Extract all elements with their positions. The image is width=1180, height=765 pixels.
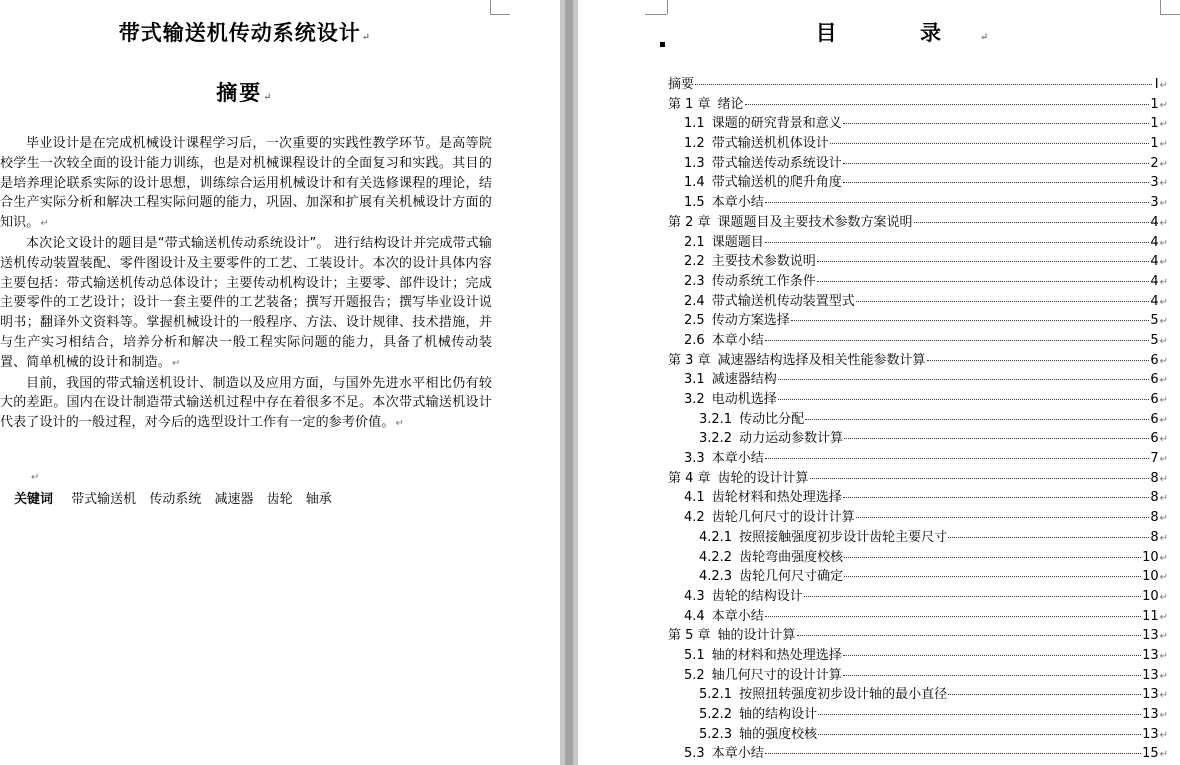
toc-entry[interactable] [668, 95, 1168, 115]
toc-entry-title: 传动比分配 [739, 411, 805, 427]
toc-dot-leader [805, 419, 1149, 420]
paragraph-mark-icon: ↵ [1159, 454, 1168, 466]
paragraph-mark-icon: ↵ [1159, 749, 1168, 761]
toc-dot-leader [843, 497, 1150, 498]
margin-crop-mark [667, 0, 668, 14]
paragraph-mark-icon: ↵ [1159, 217, 1168, 229]
toc-entry-number: 1.1 [684, 116, 705, 132]
toc-dot-leader [844, 438, 1149, 439]
toc-entry[interactable] [668, 705, 1168, 725]
paragraph-mark-icon: ↵ [1159, 611, 1168, 623]
paragraph-mark-icon: ↵ [31, 472, 40, 483]
toc-dot-leader [843, 655, 1141, 656]
toc-dot-leader [843, 123, 1150, 124]
toc-entry[interactable] [668, 173, 1168, 193]
toc-entry-title: 减速器结构选择及相关性能参数计算 [717, 352, 926, 368]
toc-entry[interactable] [668, 114, 1168, 134]
toc-entry-title: 课题题目 [711, 234, 764, 250]
paragraph-mark-icon: ↵ [1159, 690, 1168, 702]
toc-entry[interactable] [668, 488, 1168, 508]
toc-entry-title: 轴的材料和热处理选择 [711, 647, 842, 663]
toc-entry-title: 电动机选择 [711, 392, 777, 407]
toc-entry-number: 5.2.2 [699, 707, 733, 722]
toc-dot-leader [856, 517, 1150, 518]
toc-page-number: 8 [1150, 510, 1159, 526]
keywords-label: 关键词 [14, 492, 54, 507]
paragraph-mark-icon: ↵ [1159, 316, 1168, 328]
toc-entry-title: 齿轮弯曲强度校核 [739, 549, 844, 565]
toc-page-number: 10 [1142, 549, 1159, 565]
toc-entry-number: 4.2.2 [699, 549, 733, 565]
toc-entry-title: 齿轮几何尺寸的设计计算 [711, 510, 855, 526]
toc-entry-title: 动力运动参数计算 [739, 431, 844, 447]
toc-page-number: 15 [1142, 746, 1159, 762]
toc-page-number: 13 [1142, 667, 1159, 683]
toc-entry[interactable] [668, 292, 1168, 312]
toc-entry[interactable] [668, 390, 1168, 410]
paragraph-mark-icon: ↵ [1159, 572, 1168, 584]
toc-page-number: 5 [1150, 313, 1159, 329]
paragraph-mark-icon: ↵ [1159, 650, 1168, 662]
toc-entry-number: 5.2.3 [699, 726, 733, 742]
toc-page-number: 5 [1150, 332, 1159, 348]
abstract-paragraph: 目前，我国的带式输送机设计、制造以及应用方面，与国外先进水平相比仍有较大的差距。国内在设计制造带式输送机过程中存在着很多不足。本次带式输送机设计代表了设计的一般过程，对今后的选型设计工作有一定的参考价值。↵ [0, 375, 492, 431]
toc-entry[interactable] [668, 331, 1168, 351]
toc-entry[interactable] [668, 508, 1168, 528]
toc-dot-leader [856, 301, 1150, 302]
toc-entry-title: 减速器结构 [711, 372, 777, 388]
keyword: 齿轮 [266, 492, 293, 507]
toc-entry-number: 5.1 [684, 647, 705, 663]
toc-dot-leader [778, 379, 1150, 380]
toc-page-number: 4 [1150, 254, 1159, 270]
toc-entry[interactable] [668, 666, 1168, 686]
margin-crop-mark [490, 0, 491, 14]
toc-dot-leader [948, 537, 1149, 538]
paragraph-mark-icon: ↵ [1159, 670, 1168, 682]
toc-page-number: 6 [1150, 392, 1159, 407]
toc-entry-title: 传动系统工作条件 [711, 273, 816, 289]
toc-entry-number: 5.3 [684, 746, 705, 762]
toc-entry-number: 1.4 [684, 175, 705, 191]
toc-dot-leader [844, 576, 1141, 577]
paragraph-mark-icon: ↵ [1159, 395, 1168, 406]
toc-entry-number: 4.4 [684, 608, 705, 624]
toc-dot-leader [804, 596, 1141, 597]
toc-entry-title: 轴的设计计算 [717, 628, 796, 644]
paragraph-mark-icon: ↵ [1159, 513, 1168, 525]
toc-entry-title: 齿轮材料和热处理选择 [711, 490, 842, 506]
toc-entry-number: 2.6 [684, 332, 705, 348]
toc-entry-title: 课题的研究背景和意义 [711, 116, 842, 132]
keyword: 带式输送机 [71, 492, 137, 507]
paragraph-mark-icon: ↵ [395, 418, 405, 430]
toc-entry[interactable] [668, 134, 1168, 154]
toc-entry-title: 本章小结 [711, 195, 764, 211]
toc-entry[interactable] [668, 725, 1168, 745]
abstract-body [0, 134, 492, 434]
toc-entry-number: 第 3 章 [668, 352, 711, 368]
toc-page-number: 6 [1150, 372, 1159, 388]
paragraph-mark-icon: ↵ [1159, 99, 1168, 111]
paragraph-mark-icon: ↵ [1159, 434, 1168, 446]
paragraph-mark-icon: ↵ [1159, 296, 1168, 308]
toc-dot-leader [844, 557, 1141, 558]
toc-entry-title: 摘要 [668, 77, 695, 92]
toc-dot-leader [817, 281, 1150, 282]
paragraph-mark-icon: ↵ [979, 32, 989, 43]
toc-page-number: 8 [1150, 470, 1159, 486]
toc-entry-number: 4.2.1 [699, 529, 733, 545]
paragraph-mark-icon: ↵ [1159, 473, 1168, 485]
toc-dot-leader [818, 714, 1141, 715]
toc-page-number: 13 [1142, 726, 1159, 742]
table-of-contents [668, 75, 1168, 764]
toc-dot-leader [765, 753, 1141, 754]
toc-entry-title: 轴的强度校核 [739, 726, 818, 742]
toc-dot-leader [818, 734, 1141, 735]
toc-page-number: 13 [1142, 647, 1159, 663]
paragraph-mark-icon: ↵ [1159, 552, 1168, 564]
paragraph-mark-icon: ↵ [1159, 532, 1168, 544]
toc-entry-number: 1.2 [684, 136, 705, 152]
toc-entry[interactable] [668, 469, 1168, 489]
toc-entry-number: 3.2 [684, 392, 705, 407]
toc-entry[interactable] [668, 272, 1168, 292]
paragraph-mark-icon: ↵ [40, 218, 49, 230]
toc-entry[interactable] [668, 311, 1168, 331]
toc-dot-leader [778, 399, 1150, 400]
toc-entry-title: 齿轮的设计计算 [717, 470, 809, 486]
toc-entry-title: 按照接触强度初步设计齿轮主要尺寸 [739, 529, 948, 545]
toc-dot-leader [830, 143, 1150, 144]
toc-entry-number: 4.3 [684, 588, 705, 604]
toc-page-number: 8 [1150, 490, 1159, 506]
toc-entry-title: 带式输送机机体设计 [711, 136, 829, 152]
toc-entry-title: 本章小结 [711, 746, 764, 762]
toc-entry[interactable] [668, 528, 1168, 548]
toc-entry-title: 带式输送传动系统设计 [711, 155, 842, 171]
toc-entry[interactable] [668, 75, 1168, 95]
toc-entry[interactable] [668, 154, 1168, 174]
abstract-paragraph: 毕业设计是在完成机械设计课程学习后，一次重要的实践性教学环节。是高等院校学生一次较全面的设计能力训练，也是对机械课程设计的全面复习和实践。其目的是培养理论联系实际的设计思想，训练综合运用机械设计和有关选修课程的理论，结合生产实际分析和解决工程实际问题的能力，巩固、加深和扩展有关机械设计方面的知识。↵ [0, 136, 492, 231]
toc-dot-leader [843, 182, 1150, 183]
paragraph-mark-icon: ↵ [263, 92, 274, 103]
toc-entry-number: 3.2.1 [699, 411, 733, 427]
toc-entry-number: 4.1 [684, 490, 705, 506]
toc-page-number: 7 [1150, 451, 1159, 467]
toc-heading: 目 录↵ [815, 20, 989, 45]
toc-dot-leader [843, 163, 1150, 164]
toc-entry-number: 2.5 [684, 313, 705, 329]
toc-page-number: 4 [1150, 293, 1159, 309]
toc-page-number: I [1154, 77, 1159, 92]
toc-entry-number: 3.2.2 [699, 431, 733, 447]
paragraph-mark-icon: ↵ [1159, 257, 1168, 269]
toc-entry-number: 第 2 章 [668, 214, 711, 230]
paragraph-mark-icon: ↵ [1159, 276, 1168, 288]
paragraph-mark-icon: ↵ [1159, 631, 1168, 643]
toc-entry[interactable] [668, 567, 1168, 587]
toc-dot-leader [765, 242, 1150, 243]
toc-entry-number: 3.1 [684, 372, 705, 388]
toc-entry-title: 本章小结 [711, 608, 764, 624]
toc-entry-title: 齿轮的结构设计 [711, 588, 803, 604]
margin-crop-mark [1160, 14, 1180, 15]
toc-entry-number: 3.3 [684, 451, 705, 467]
paragraph-mark-icon: ↵ [1159, 178, 1168, 190]
toc-page-number: 4 [1150, 273, 1159, 289]
toc-entry-title: 课题题目及主要技术参数方案说明 [717, 214, 913, 230]
toc-entry[interactable] [668, 587, 1168, 607]
paragraph-mark-icon: ↵ [1159, 119, 1168, 131]
toc-page-number: 3 [1150, 175, 1159, 191]
toc-entry-title: 轴的结构设计 [739, 707, 818, 722]
toc-entry[interactable] [668, 351, 1168, 371]
paragraph-mark-icon: ↵ [1159, 139, 1168, 151]
toc-page-number: 1 [1150, 96, 1159, 112]
toc-page-number: 13 [1142, 707, 1159, 722]
toc-entry[interactable] [668, 685, 1168, 705]
toc-entry[interactable] [668, 233, 1168, 253]
abstract-paragraph: 本次论文设计的题目是“带式输送机传动系统设计”。 进行结构设计并完成带式输送机传动装置装配、零件图设计及主要零件的工艺、工装设计。本次的设计具体内容主要包括：带式输送机传动总体设计；主要传动机构设计；主要零、部件设计；完成主要零件的工艺设计；设计一套主要件的工艺装备；撰写开题报告；撰写毕业设计说明书；翻译外文资料等。掌握机械设计的一般程序、方法、设计规律、技术措施，并与生产实习相结合，培养分析和解决一般工程实际问题的能力，具备了机械传动装置、简单机械的设计和制造。↵ [0, 235, 492, 370]
toc-entry-title: 按照扭转强度初步设计轴的最小直径 [739, 687, 948, 703]
keyword: 传动系统 [149, 492, 202, 507]
keyword: 减速器 [214, 492, 254, 507]
page-gutter [560, 0, 578, 765]
abstract-heading: 摘要↵ [216, 80, 274, 105]
keyword: 轴承 [305, 492, 332, 507]
toc-entry[interactable] [668, 213, 1168, 233]
toc-dot-leader [745, 104, 1150, 105]
toc-dot-leader [765, 340, 1150, 341]
toc-dot-leader [817, 261, 1150, 262]
toc-dot-leader [791, 320, 1150, 321]
paragraph-mark-icon: ↵ [1159, 158, 1168, 170]
toc-entry-number: 5.2 [684, 667, 705, 683]
toc-entry[interactable] [668, 429, 1168, 449]
toc-page-number: 4 [1150, 234, 1159, 250]
toc-entry-title: 齿轮几何尺寸确定 [739, 569, 844, 585]
toc-entry[interactable] [668, 744, 1168, 764]
toc-entry-number: 4.2 [684, 510, 705, 526]
paragraph-mark-icon: ↵ [1159, 729, 1168, 741]
toc-entry-number: 第 5 章 [668, 628, 711, 644]
toc-page-number: 2 [1150, 155, 1159, 171]
paragraph-mark-icon: ↵ [1159, 375, 1168, 387]
toc-page-number: 8 [1150, 529, 1159, 545]
margin-crop-mark [645, 14, 667, 15]
toc-page-number: 3 [1150, 195, 1159, 211]
toc-page-number: 1 [1150, 116, 1159, 132]
paragraph-mark-icon: ↵ [1159, 414, 1168, 426]
toc-entry-title: 轴几何尺寸的设计计算 [711, 667, 842, 683]
paragraph-mark-icon: ↵ [171, 357, 181, 369]
toc-entry[interactable] [668, 646, 1168, 666]
toc-entry-number: 4.2.3 [699, 569, 733, 585]
toc-entry-title: 带式输送机传动装置型式 [711, 293, 855, 309]
toc-page-number: 10 [1142, 569, 1159, 585]
toc-page-number: 4 [1150, 214, 1159, 230]
toc-entry[interactable] [668, 449, 1168, 469]
paragraph-mark-icon: ↵ [361, 32, 372, 43]
toc-entry-title: 带式输送机的爬升角度 [711, 175, 842, 191]
toc-dot-leader [797, 635, 1142, 636]
toc-entry-title: 主要技术参数说明 [711, 254, 816, 270]
paragraph-mark-icon: ↵ [1159, 335, 1168, 347]
toc-page-number: 6 [1150, 431, 1159, 447]
toc-dot-leader [948, 694, 1141, 695]
toc-dot-leader [765, 202, 1150, 203]
toc-dot-leader [695, 84, 1152, 85]
toc-entry-number: 5.2.1 [699, 687, 733, 703]
toc-entry[interactable] [668, 252, 1168, 272]
toc-page-number: 13 [1142, 628, 1159, 644]
toc-entry-title: 绪论 [717, 96, 744, 112]
toc-page-number: 10 [1142, 588, 1159, 604]
keywords-line [14, 490, 341, 509]
toc-page-number: 11 [1142, 608, 1159, 624]
paragraph-mark-icon: ↵ [1159, 355, 1168, 367]
toc-entry[interactable] [668, 370, 1168, 390]
toc-entry-number: 第 1 章 [668, 96, 711, 112]
toc-dot-leader [927, 360, 1150, 361]
toc-entry-title: 本章小结 [711, 451, 764, 467]
toc-page-number: 6 [1150, 352, 1159, 368]
document-title: 带式输送机传动系统设计↵ [118, 20, 372, 45]
toc-entry-title: 本章小结 [711, 332, 764, 348]
toc-entry-number: 2.4 [684, 293, 705, 309]
toc-page-number: 1 [1150, 136, 1159, 152]
toc-page-number: 13 [1142, 687, 1159, 703]
paragraph-mark-icon: ↵ [1159, 493, 1168, 505]
left-document-page [0, 0, 560, 765]
toc-entry-number: 1.5 [684, 195, 705, 211]
toc-dot-leader [810, 478, 1150, 479]
margin-crop-mark [1160, 0, 1161, 14]
paragraph-mark-icon: ↵ [1159, 710, 1168, 721]
toc-entry[interactable] [668, 548, 1168, 568]
toc-entry-number: 2.2 [684, 254, 705, 270]
toc-dot-leader [765, 616, 1141, 617]
toc-entry[interactable] [668, 410, 1168, 430]
paragraph-mark-icon: ↵ [1159, 80, 1168, 91]
toc-entry-number: 第 4 章 [668, 470, 711, 486]
paragraph-mark-icon: ↵ [1159, 198, 1168, 210]
toc-dot-leader [765, 458, 1150, 459]
toc-entry-number: 2.3 [684, 273, 705, 289]
paragraph-mark-icon: ↵ [1159, 237, 1168, 249]
toc-entry[interactable] [668, 626, 1168, 646]
toc-entry-title: 传动方案选择 [711, 313, 790, 329]
toc-dot-leader [914, 222, 1150, 223]
right-document-page [578, 0, 1180, 765]
toc-dot-leader [843, 675, 1141, 676]
toc-entry[interactable] [668, 607, 1168, 627]
toc-entry[interactable] [668, 193, 1168, 213]
margin-crop-mark [490, 14, 510, 15]
toc-entry-number: 2.1 [684, 234, 705, 250]
toc-entry-number: 1.3 [684, 155, 705, 171]
toc-page-number: 6 [1150, 411, 1159, 427]
paragraph-mark-icon: ↵ [1159, 591, 1168, 603]
